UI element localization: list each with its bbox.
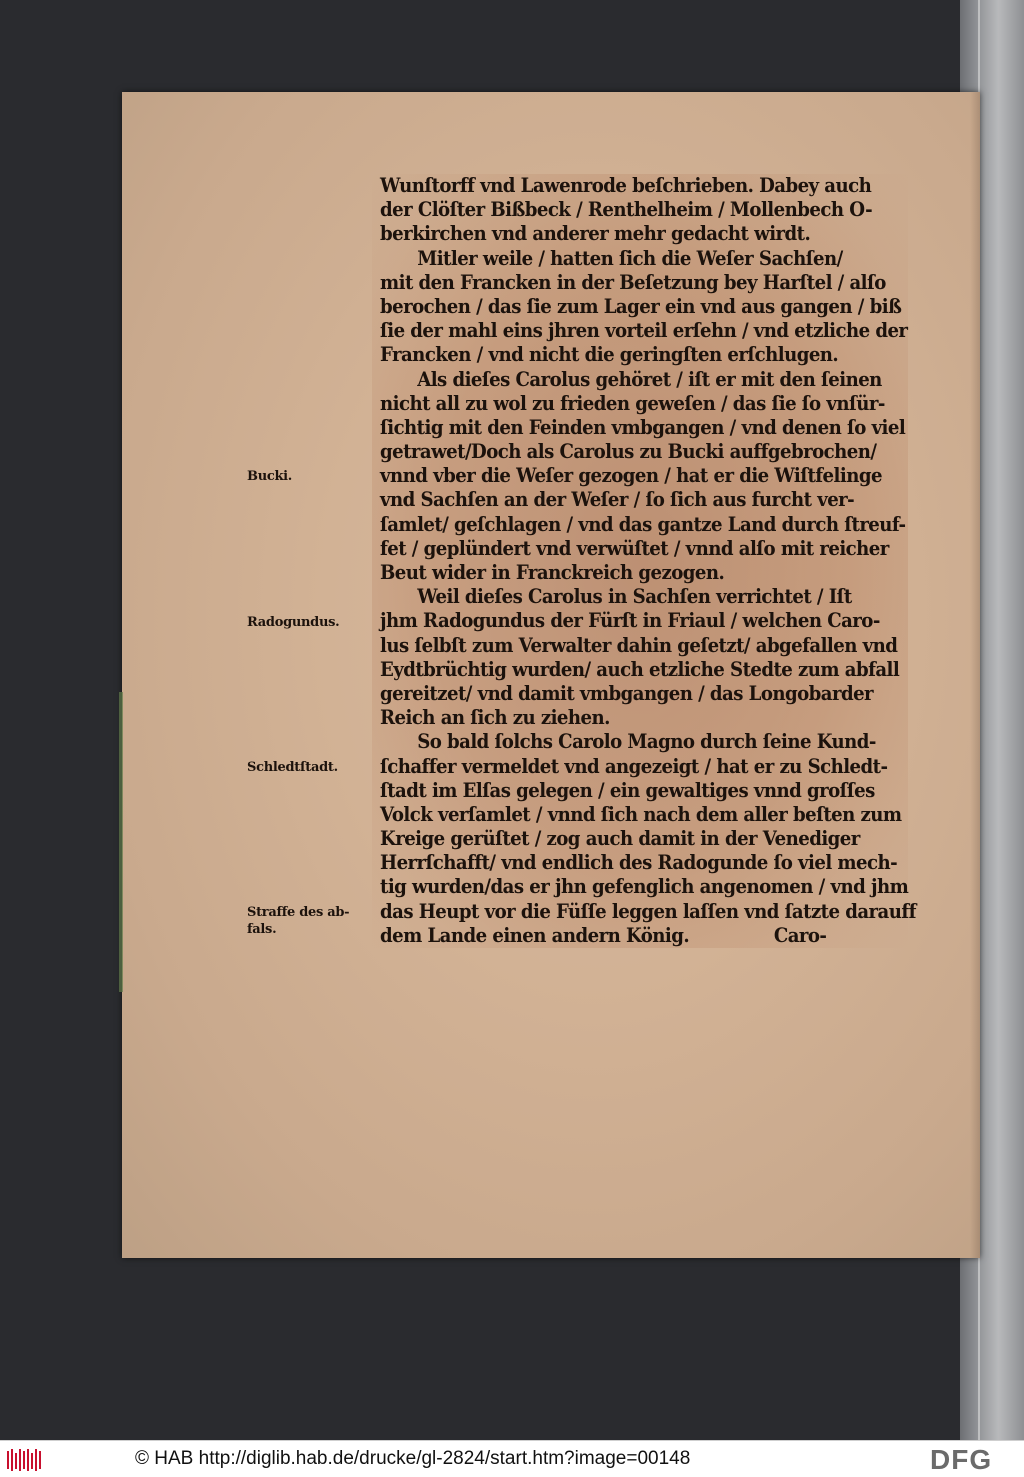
text-line	[380, 730, 876, 754]
margin-note: Straffe des ab- fals.	[247, 905, 350, 937]
text-line-content: Reich an ſich zu ziehen.	[380, 706, 610, 730]
page-gutter	[970, 92, 980, 1258]
text-line-content: Kreige gerüſtet / zog auch damit in der Venediger	[380, 827, 860, 851]
text-line-content: ſtadt im Elſas gelegen / ein gewaltiges vnnd groſſes	[380, 778, 875, 802]
text-line	[380, 415, 906, 440]
text-line-content: Herrſchafft/ vnd endlich des Radogunde ſo viel mech-	[380, 851, 898, 875]
text-line-content: ſchaffer vermeldet vnd angezeigt / hat er zu Schledt-	[380, 754, 888, 778]
text-line	[380, 464, 882, 488]
binding-edge	[119, 692, 123, 992]
text-line-content: tig wurden/das er jhn gefenglich angenomen / vnd jhm	[380, 875, 909, 899]
text-line	[380, 802, 902, 827]
text-line-content: Volck verſamlet / vnnd ſich nach dem aller beſten zum	[380, 802, 902, 826]
text-line	[380, 754, 888, 779]
text-line	[380, 222, 864, 246]
text-line-content: der Clöſter Bißbeck / Renthelheim / Mollenbech O-	[380, 198, 873, 222]
dfg-logo: DFG	[930, 1444, 993, 1475]
text-line-content: berkirchen vnd anderer mehr gedacht wirdt.	[380, 222, 811, 246]
text-line	[380, 924, 864, 948]
text-line-content: Beut wider in Franckreich gezogen.	[380, 561, 725, 584]
text-line	[380, 681, 874, 706]
text-line-content: berochen / das ſie zum Lager ein vnd aus gangen / biß	[380, 294, 902, 318]
text-line	[380, 875, 909, 899]
hab-logo-icon	[6, 1447, 44, 1473]
text-line	[380, 174, 872, 198]
text-line-content: Weil dieſes Carolus in Sachſen verrichtet / Iſt	[417, 585, 852, 609]
text-line-content: ſamlet/ geſchlagen / vnd das gantze Land durch ſtreuf-	[380, 512, 906, 536]
main-text-block	[372, 174, 916, 948]
text-line-content: ſie der mahl eins jhren vorteil erſehn / vnd etzliche der	[380, 319, 908, 343]
text-line	[380, 609, 880, 633]
margin-note: Radogundus.	[247, 614, 340, 630]
text-line	[380, 706, 864, 730]
text-line-content: das Heupt vor die Füſſe leggen laſſen vnd ſatzte darauff	[380, 899, 916, 923]
text-line	[380, 851, 898, 875]
text-line	[380, 391, 885, 416]
text-line-content: So bald ſolchs Carolo Magno durch ſeine Kund-	[417, 730, 876, 754]
text-line	[380, 319, 908, 343]
text-line	[380, 827, 864, 851]
scanned-page	[122, 92, 980, 1258]
text-line-content: vnnd vber die Weſer gezogen / hat er die Wiſtfelinge	[380, 464, 882, 488]
text-line	[380, 512, 906, 537]
text-line	[380, 488, 864, 512]
text-line	[380, 294, 902, 319]
text-line-content: nicht all zu wol zu frieden geweſen / das ſie ſo vnſür-	[380, 391, 885, 415]
footer-bar	[0, 1440, 1024, 1477]
text-line	[380, 198, 873, 222]
text-line	[380, 536, 889, 561]
text-line-content: vnd Sachſen an der Weſer / ſo ſich aus furcht ver-	[380, 488, 855, 512]
text-line-content: mit den Francken in der Beſetzung bey Harſtel / alſo	[380, 270, 886, 294]
catchword: Caro-	[773, 923, 827, 947]
text-line-content: lus ſelbſt zum Verwalter dahin geſetzt/ abgefallen vnd	[380, 633, 898, 657]
copyright-url-text: © HAB http://diglib.hab.de/drucke/gl-2824/start.htm?image=00148	[135, 1448, 691, 1469]
text-line-content: Als dieſes Carolus gehöret / iſt er mit den ſeinen	[417, 367, 882, 391]
text-line-content: jhm Radogundus der Fürſt in Friaul / welchen Caro-	[380, 609, 880, 633]
text-line-content: Francken / vnd nicht die geringſten erſchlugen.	[380, 343, 839, 367]
text-line	[380, 440, 877, 464]
text-line	[380, 270, 886, 295]
text-line-content: fet / geplündert vnd verwüſtet / vnnd alſo mit reicher	[380, 536, 889, 560]
text-line-content: dem Lande einen andern König.	[380, 923, 690, 947]
text-line-content: ſichtig mit den Feinden vmbgangen / vnd denen ſo viel	[380, 415, 906, 439]
text-line	[380, 561, 864, 585]
text-line-content: getrawet/Doch als Carolus zu Bucki auffgebrochen/	[380, 440, 877, 464]
text-line-content: gereitzet/ vnd damit vmbgangen / das Longobarder	[380, 681, 874, 705]
text-line-content: Wunſtorff vnd Lawenrode beſchrieben. Dabey auch	[380, 174, 872, 197]
text-line	[380, 367, 882, 392]
text-line	[380, 633, 898, 658]
text-line	[380, 657, 900, 682]
margin-note: Bucki.	[247, 469, 293, 485]
text-line	[380, 585, 864, 609]
text-line	[380, 778, 875, 803]
text-line	[380, 247, 864, 271]
margin-note: Schledtſtadt.	[247, 759, 338, 775]
text-line-content: Mitler weile / hatten ſich die Weſer Sachſen/	[417, 246, 843, 270]
text-line	[380, 899, 916, 924]
text-line	[380, 343, 864, 367]
text-line-content: Eydtbrüchtig wurden/ auch etzliche Stedte zum abfall	[380, 657, 900, 681]
